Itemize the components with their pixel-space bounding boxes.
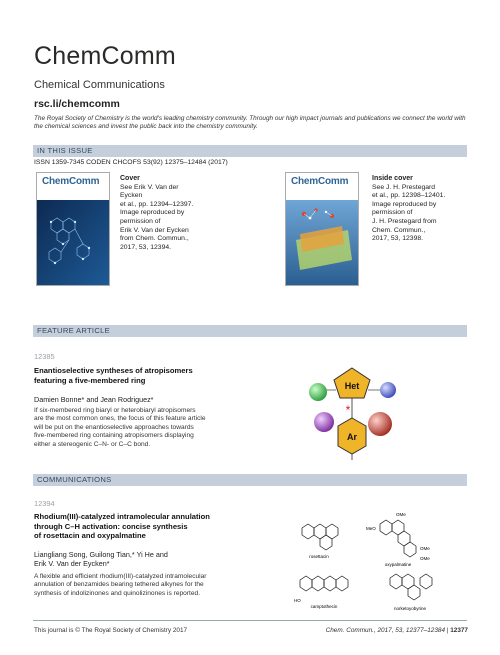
caption-line: from Chem. Commun., [120,235,189,243]
inside-cover-caption [372,175,452,244]
author-line: Liangliang Song, Guilong Tian,* Yi He and [34,550,168,559]
cover-artwork [37,200,109,285]
section-bar-issue [33,145,467,157]
footer-copyright: This journal is © The Royal Society of Chemistry 2017 [34,627,188,634]
footer-citation [322,627,468,634]
substituent-sphere [380,382,396,398]
cover-artwork [286,200,358,285]
article-authors [34,550,274,568]
caption-line: See J. H. Prestegard [372,183,436,191]
caption-title: Cover [120,175,140,182]
issn-line: ISSN 1359-7345 CODEN CHCOFS 53(92) 12375–12484 (2017) [34,159,228,166]
journal-url[interactable]: rsc.li/chemcomm [34,98,120,110]
ar-label: Ar [346,432,358,442]
substituent-label: OMe [420,556,430,561]
inside-cover-image[interactable] [285,172,359,286]
title-line: featuring a five-membered ring [34,375,146,385]
caption-line: J. H. Prestegard from [372,217,437,225]
atropisomer-graphic [300,360,420,480]
article-title[interactable] [34,512,274,541]
title-line: through C–H activation: concise synthesis [34,521,188,531]
article-title[interactable] [34,366,274,385]
journal-blurb: The Royal Society of Chemistry is the world's leading chemistry community. Through our high impact journals and publications we connect the world with the chemical sciences and invest the public back into the chemistry community. [34,115,466,131]
caption-line: See Erik V. Van der Eycken [120,183,179,200]
substituent-sphere [314,412,334,432]
substituent-label: OMe [396,512,406,517]
molecule-label: camptothecin [310,604,338,609]
footer-rule [33,620,467,621]
journal-title: ChemComm [34,42,176,70]
caption-line: 2017, 53, 12394. [120,243,172,251]
title-line: of rosettacin and oxypalmatine [34,531,146,541]
molecule-label: rosettacin [309,554,329,559]
substituent-sphere [309,383,327,401]
abstract-line: annulation of benzamides bearing tethered alkynes for the [34,581,204,589]
abstract-line: will be put on the enantioselective approaches towards [34,423,194,431]
article-abstract [34,407,274,449]
section-heading: FEATURE ARTICLE [37,326,110,335]
cover-image[interactable] [36,172,110,286]
caption-line: permission of [120,217,161,225]
caption-line: permission of [372,209,413,217]
abstract-line: either a stereogenic C–N- or C–C bond. [34,440,151,448]
caption-line: et al., pp. 12398–12401. [372,192,446,200]
title-line: Rhodium(III)-catalyzed intramolecular annulation [34,512,210,521]
article-page-number: 12385 [34,352,55,361]
abstract-line: A flexible and efficient rhodium(III)-catalyzed intramolecular [34,573,207,580]
caption-title: Inside cover [372,175,413,182]
journal-subtitle: Chemical Communications [34,79,165,91]
substituent-label: HO [294,598,301,603]
footer-cite: Chem. Commun., 2017, 53, 12377–12384 [325,627,445,634]
section-bar-communications [33,474,467,486]
article-abstract [34,573,274,598]
title-line: Enantioselective syntheses of atropisomers [34,366,193,375]
cover-caption [120,175,200,252]
caption-line: 2017, 53, 12398. [372,235,424,243]
section-bar-feature [33,325,467,337]
molecule-label: oxypalmatine [384,562,412,567]
abstract-line: If six-membered ring biaryl or heterobiaryl atropisomers [34,407,196,414]
caption-line: et al., pp. 12394–12397. [120,200,194,208]
article-page-number: 12394 [34,499,55,508]
substituent-label: MeO [366,526,376,531]
abstract-line: are the most common ones, the focus of this feature article [34,415,206,423]
stereo-star: * [345,403,351,417]
caption-line: Erik V. Van der Eycken [120,226,189,234]
article-authors: Damien Bonne* and Jean Rodriguez* [34,395,154,404]
substituent-sphere [368,412,392,436]
het-label: Het [344,381,360,391]
molecule-label: norketoyobyrine [393,606,427,611]
molecule-structures [292,506,470,614]
section-heading: IN THIS ISSUE [37,146,93,155]
cover-title: ChemComm [291,176,349,187]
substituent-label: OMe [420,546,430,551]
caption-line: Image reproduced by [372,200,437,208]
footer-page-number: 12377 [450,627,468,634]
section-heading: COMMUNICATIONS [37,475,112,484]
footer-divider: | [446,627,451,634]
caption-line: Chem. Commun., [372,226,426,234]
cover-title: ChemComm [42,176,100,187]
caption-line: Image reproduced by [120,209,185,217]
abstract-line: synthesis of indolizinones and quinolizinones is reported. [34,589,201,597]
author-line: Erik V. Van der Eycken* [34,559,110,568]
abstract-line: five-membered ring containing atropisomers displaying [34,432,194,440]
